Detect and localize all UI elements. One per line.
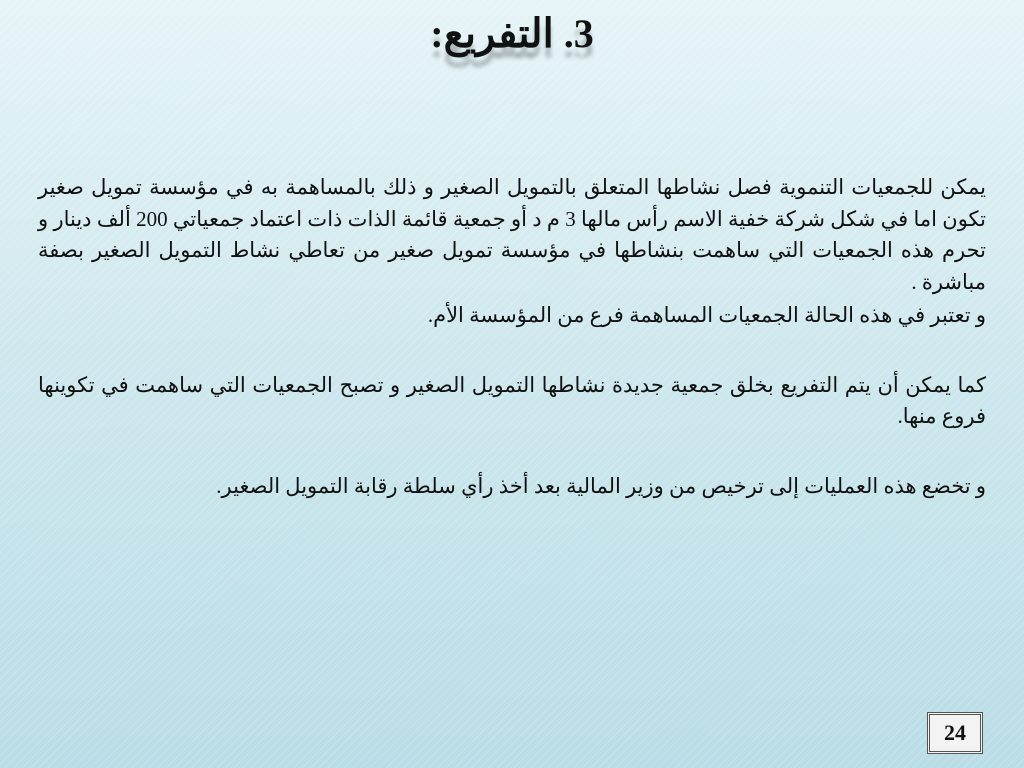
paragraph-2: و تعتبر في هذه الحالة الجمعيات المساهمة فرع من المؤسسة الأم. (427, 303, 986, 327)
paragraph-4: و تخضع هذه العمليات إلى ترخيص من وزير المالية بعد أخذ رأي سلطة رقابة التمويل الصغير. (216, 473, 986, 498)
slide-body (38, 172, 986, 502)
page-number: 24 (944, 720, 966, 745)
page-number-box (927, 712, 983, 754)
paragraph-1: يمكن للجمعيات التنموية فصل نشاطها المتعلق بالتمويل الصغير و ذلك بالمساهمة به في مؤسسة تمويل صغير تكون اما في شكل شركة خفية الاسم رأس مالها 3 م د أو جمعية قائمة الذات ذات اعتماد جمعياتي 200 ألف دينار و تحرم هذه الجمعيات التي ساهمت بنشاطها في مؤسسة تمويل صغير من تعاطي نشاط التمويل الصغير بصفة مباشرة . (38, 175, 986, 294)
slide-title: 3. التفريع: (430, 11, 594, 56)
paragraph-3: كما يمكن أن يتم التفريع بخلق جمعية جديدة نشاطها التمويل الصغير و تصبح الجمعيات التي ساهمت في تكوينها فروع منها. (38, 372, 986, 428)
